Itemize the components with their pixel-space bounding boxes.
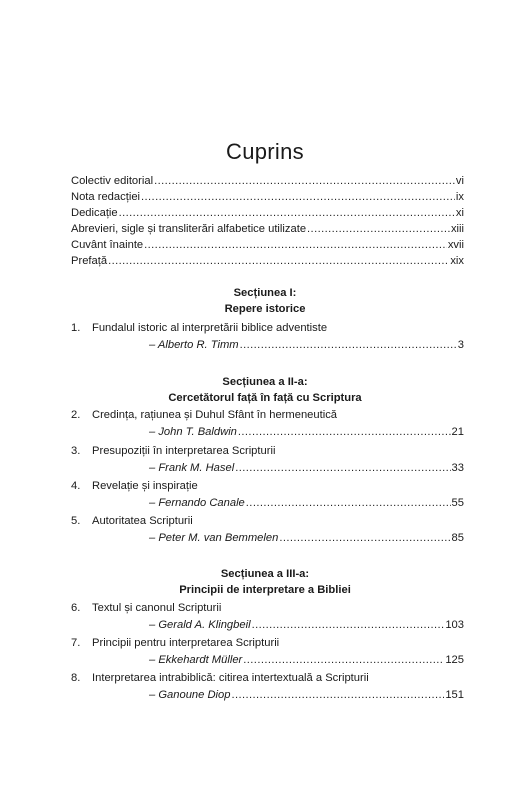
leader-dots (307, 223, 450, 235)
chapter-page: 55 (451, 497, 464, 509)
chapter-title: Fundalul istoric al interpretării biblice adventiste (92, 322, 328, 334)
chapter-author: – Ekkehardt Müller (149, 654, 243, 666)
section-heading-2 (0, 374, 530, 406)
toc-label: Dedicație (71, 207, 118, 219)
chapter-entry[interactable] (71, 600, 464, 633)
toc-page: xix (450, 255, 464, 267)
leader-dots (108, 255, 449, 267)
page-title: Cuprins (226, 139, 304, 164)
leader-dots (243, 652, 444, 668)
chapter-entry[interactable] (71, 443, 464, 476)
toc-page: vi (455, 175, 464, 187)
chapter-entry[interactable] (71, 635, 464, 668)
toc-entry[interactable] (71, 175, 464, 191)
chapter-page: 151 (445, 689, 464, 701)
chapter-page: 125 (445, 654, 464, 666)
chapter-title: Credința, rațiunea și Duhul Sfânt în hermeneutică (92, 409, 338, 421)
leader-dots (231, 687, 444, 703)
chapter-number: 3. (71, 445, 81, 457)
toc-entry[interactable] (71, 223, 464, 239)
leader-dots (235, 460, 450, 476)
toc-page: xi (455, 207, 464, 219)
section-heading-3 (0, 566, 530, 598)
chapter-entry[interactable] (71, 407, 464, 440)
leader-dots (144, 239, 447, 251)
chapter-author: – John T. Baldwin (149, 426, 237, 438)
front-matter-list (71, 175, 464, 271)
toc-page: xiii (450, 223, 464, 235)
chapter-page: 3 (457, 339, 464, 351)
chapter-title: Presupoziții în interpretarea Scripturii (92, 445, 276, 457)
chapter-page: 85 (451, 532, 464, 544)
section-number: Secțiunea a II-a: (222, 376, 308, 388)
toc-page: xvii (447, 239, 464, 251)
chapter-title: Interpretarea intrabiblică: citirea intertextuală a Scripturii (92, 672, 369, 684)
leader-dots (119, 207, 455, 219)
leader-dots (141, 191, 455, 203)
chapter-number: 2. (71, 409, 81, 421)
leader-dots (252, 617, 445, 633)
chapter-author: – Ganoune Diop (149, 689, 231, 701)
chapter-author: – Peter M. van Bemmelen (149, 532, 279, 544)
toc-label: Abrevieri, sigle și transliterări alfabetice utilizate (71, 223, 307, 235)
chapter-page: 21 (451, 426, 464, 438)
chapter-title: Textul și canonul Scripturii (92, 602, 222, 614)
chapter-author: – Fernando Canale (149, 497, 245, 509)
chapter-entry[interactable] (71, 513, 464, 546)
chapter-page: 33 (451, 462, 464, 474)
chapter-entry[interactable] (71, 670, 464, 703)
chapter-number: 8. (71, 672, 81, 684)
chapter-number: 1. (71, 322, 81, 334)
toc-entry[interactable] (71, 191, 464, 207)
chapter-number: 4. (71, 480, 81, 492)
chapter-entry[interactable] (71, 320, 464, 353)
toc-label: Nota redacției (71, 191, 141, 203)
chapter-author: – Alberto R. Timm (149, 339, 239, 351)
section-subtitle: Principii de interpretare a Bibliei (179, 584, 351, 596)
leader-dots (154, 175, 455, 187)
section-heading-1 (0, 285, 530, 317)
toc-page: ix (455, 191, 464, 203)
toc-label: Colectiv editorial (71, 175, 154, 187)
chapter-author: – Gerald A. Klingbeil (149, 619, 251, 631)
section-subtitle: Cercetătorul față în față cu Scriptura (168, 392, 362, 404)
toc-label: Prefață (71, 255, 108, 267)
leader-dots (240, 337, 457, 353)
section-subtitle: Repere istorice (224, 303, 306, 315)
chapter-title: Principii pentru interpretarea Scripturii (92, 637, 280, 649)
chapter-number: 6. (71, 602, 81, 614)
chapter-author: – Frank M. Hasel (149, 462, 235, 474)
leader-dots (238, 424, 451, 440)
chapter-number: 5. (71, 515, 81, 527)
toc-entry[interactable] (71, 207, 464, 223)
section-number: Secțiunea I: (233, 287, 297, 299)
toc-label: Cuvânt înainte (71, 239, 144, 251)
chapter-number: 7. (71, 637, 81, 649)
chapter-title: Autoritatea Scripturii (92, 515, 193, 527)
section-number: Secțiunea a III-a: (220, 568, 310, 580)
chapter-entry[interactable] (71, 478, 464, 511)
chapter-title: Revelație și inspirație (92, 480, 198, 492)
leader-dots (279, 530, 450, 546)
leader-dots (246, 495, 451, 511)
toc-entry[interactable] (71, 255, 464, 271)
toc-entry[interactable] (71, 239, 464, 255)
chapter-page: 103 (445, 619, 464, 631)
